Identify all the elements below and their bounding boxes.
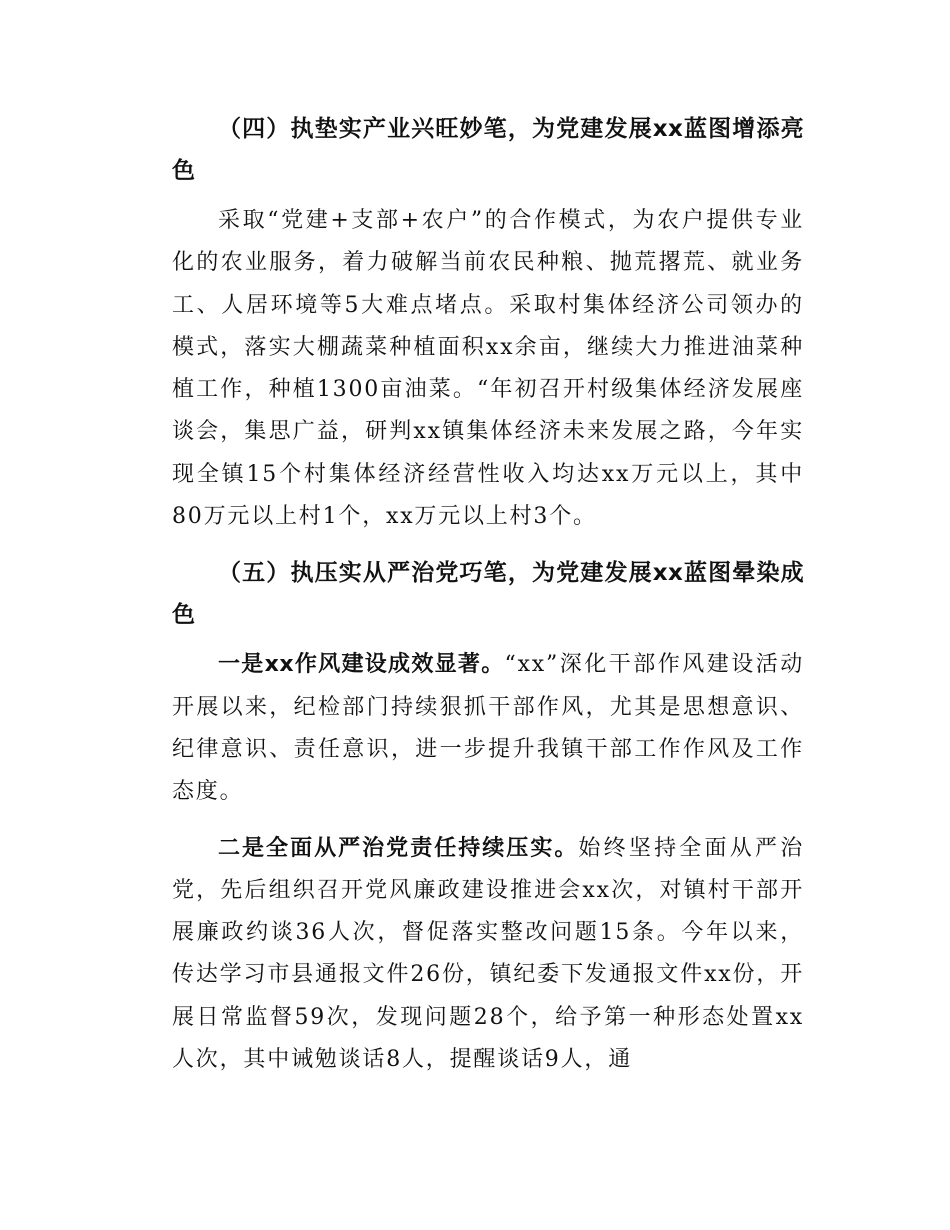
section-5-item-1 [172,644,804,813]
section-4-paragraph: 采取“党建+支部+农户”的合作模式，为农户提供专业化的农业服务，着力破解当前农民种粮、抛荒撂荒、就业务工、人居环境等5大难点堵点。采取村集体经济公司领办的模式，落实大棚蔬菜种植面积xx余亩，继续大力推进油菜种植工作，种植1300亩油菜。“年初召开村级集体经济发展座谈会，集思广益，研判xx镇集体经济未来发展之路，今年实现全镇15个村集体经济经营性收入均达xx万元以上，其中80万元以上村1个，xx万元以上村3个。 [172,208,804,530]
section-5-item-2 [172,828,804,1082]
section-5-heading: （五）执压实从严治党巧笔，为党建发展xx蓝图晕染成色 [172,560,804,629]
item-1-lead: 一是xx作风建设成效显著。 [218,652,505,678]
item-2-lead: 二是全面从严治党责任持续压实。 [218,835,579,861]
item-1-text: “xx”深化干部作风建设活动开展以来，纪检部门持续狠抓干部作风，尤其是思想意识、纪律意识、责任意识，进一步提升我镇干部工作作风及工作态度。 [172,652,804,805]
section-4-heading: （四）执垫实产业兴旺妙笔，为党建发展xx蓝图增添亮色 [172,116,804,184]
item-2-text: 始终坚持全面从严治党，先后组织召开党风廉政建设推进会xx次，对镇村干部开展廉政约谈36人次，督促落实整改问题15条。今年以来，传达学习市县通报文件26份，镇纪委下发通报文件xx份，开展日常监督59次，发现问题28个，给予第一种形态处置xx人次，其中诫勉谈话8人，提醒谈话9人，通 [172,835,804,1073]
document-body [172,108,804,1081]
